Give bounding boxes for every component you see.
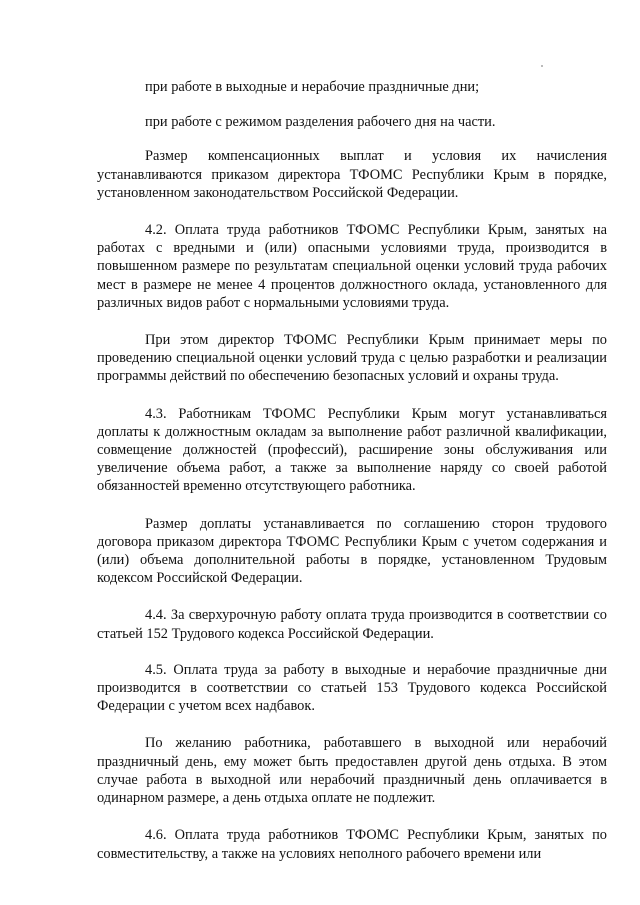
- scan-speck: [541, 65, 543, 67]
- paragraph-4-4-overtime: 4.4. За сверхурочную работу оплата труда производится в соответствии со статьей 152 Трудового кодекса Российской Федерации.: [97, 607, 607, 642]
- paragraph-4-6-part-time: 4.6. Оплата труда работников ТФОМС Республики Крым, занятых по совместительству, а также на условиях неполного рабочего времени или: [97, 827, 607, 862]
- paragraph-compensation-size: Размер компенсационных выплат и условия их начисления устанавливаются приказом директора ТФОМС Республики Крым в порядке, установленном законодательством Российской Федерации.: [97, 148, 607, 201]
- paragraph-split-workday: при работе с режимом разделения рабочего дня на части.: [145, 114, 496, 131]
- paragraph-4-3-additional-payments: 4.3. Работникам ТФОМС Республики Крым могут устанавливаться доплаты к должностным окладам за выполнение работ различной квалификации, совмещение должностей (профессий), расширение зоны обслуживания или увеличение объема работ, а также за выполнение наряду со своей работой обязанностей временно отсутствующего работника.: [97, 405, 607, 495]
- paragraph-4-2-harmful-conditions: 4.2. Оплата труда работников ТФОМС Республики Крым, занятых на работах с вредными и (или) опасными условиями труда, производится в повышенном размере по результатам специальной оценки условий труда рабочих мест в размере не менее 4 процентов должностного оклада, установленного для различных видов работ с нормальными условиями труда.: [97, 222, 607, 311]
- document-body: [97, 78, 607, 882]
- paragraph-4-5-holiday-pay: 4.5. Оплата труда за работу в выходные и нерабочие праздничные дни производится в соответствии со статьей 153 Трудового кодекса Российской Федерации с учетом всех надбавок.: [97, 661, 607, 715]
- paragraph-day-off-option: По желанию работника, работавшего в выходной или нерабочий праздничный день, ему может быть предоставлен другой день отдыха. В этом случае работа в выходной или нерабочий праздничный день оплачивается в одинарном размере, а день отдыха оплате не подлежит.: [97, 735, 607, 807]
- paragraph-additional-payment-size: Размер доплаты устанавливается по соглашению сторон трудового договора приказом директора ТФОМС Республики Крым с учетом содержания и (или) объема дополнительной работы в порядке, установленном Трудовым кодексом Российской Федерации.: [97, 515, 607, 587]
- paragraph-weekend-work: при работе в выходные и нерабочие праздничные дни;: [145, 79, 480, 95]
- paragraph-special-assessment: При этом директор ТФОМС Республики Крым принимает меры по проведению специальной оценки условий труда с целью разработки и реализации программы действий по обеспечению безопасных условий и охраны труда.: [97, 332, 607, 385]
